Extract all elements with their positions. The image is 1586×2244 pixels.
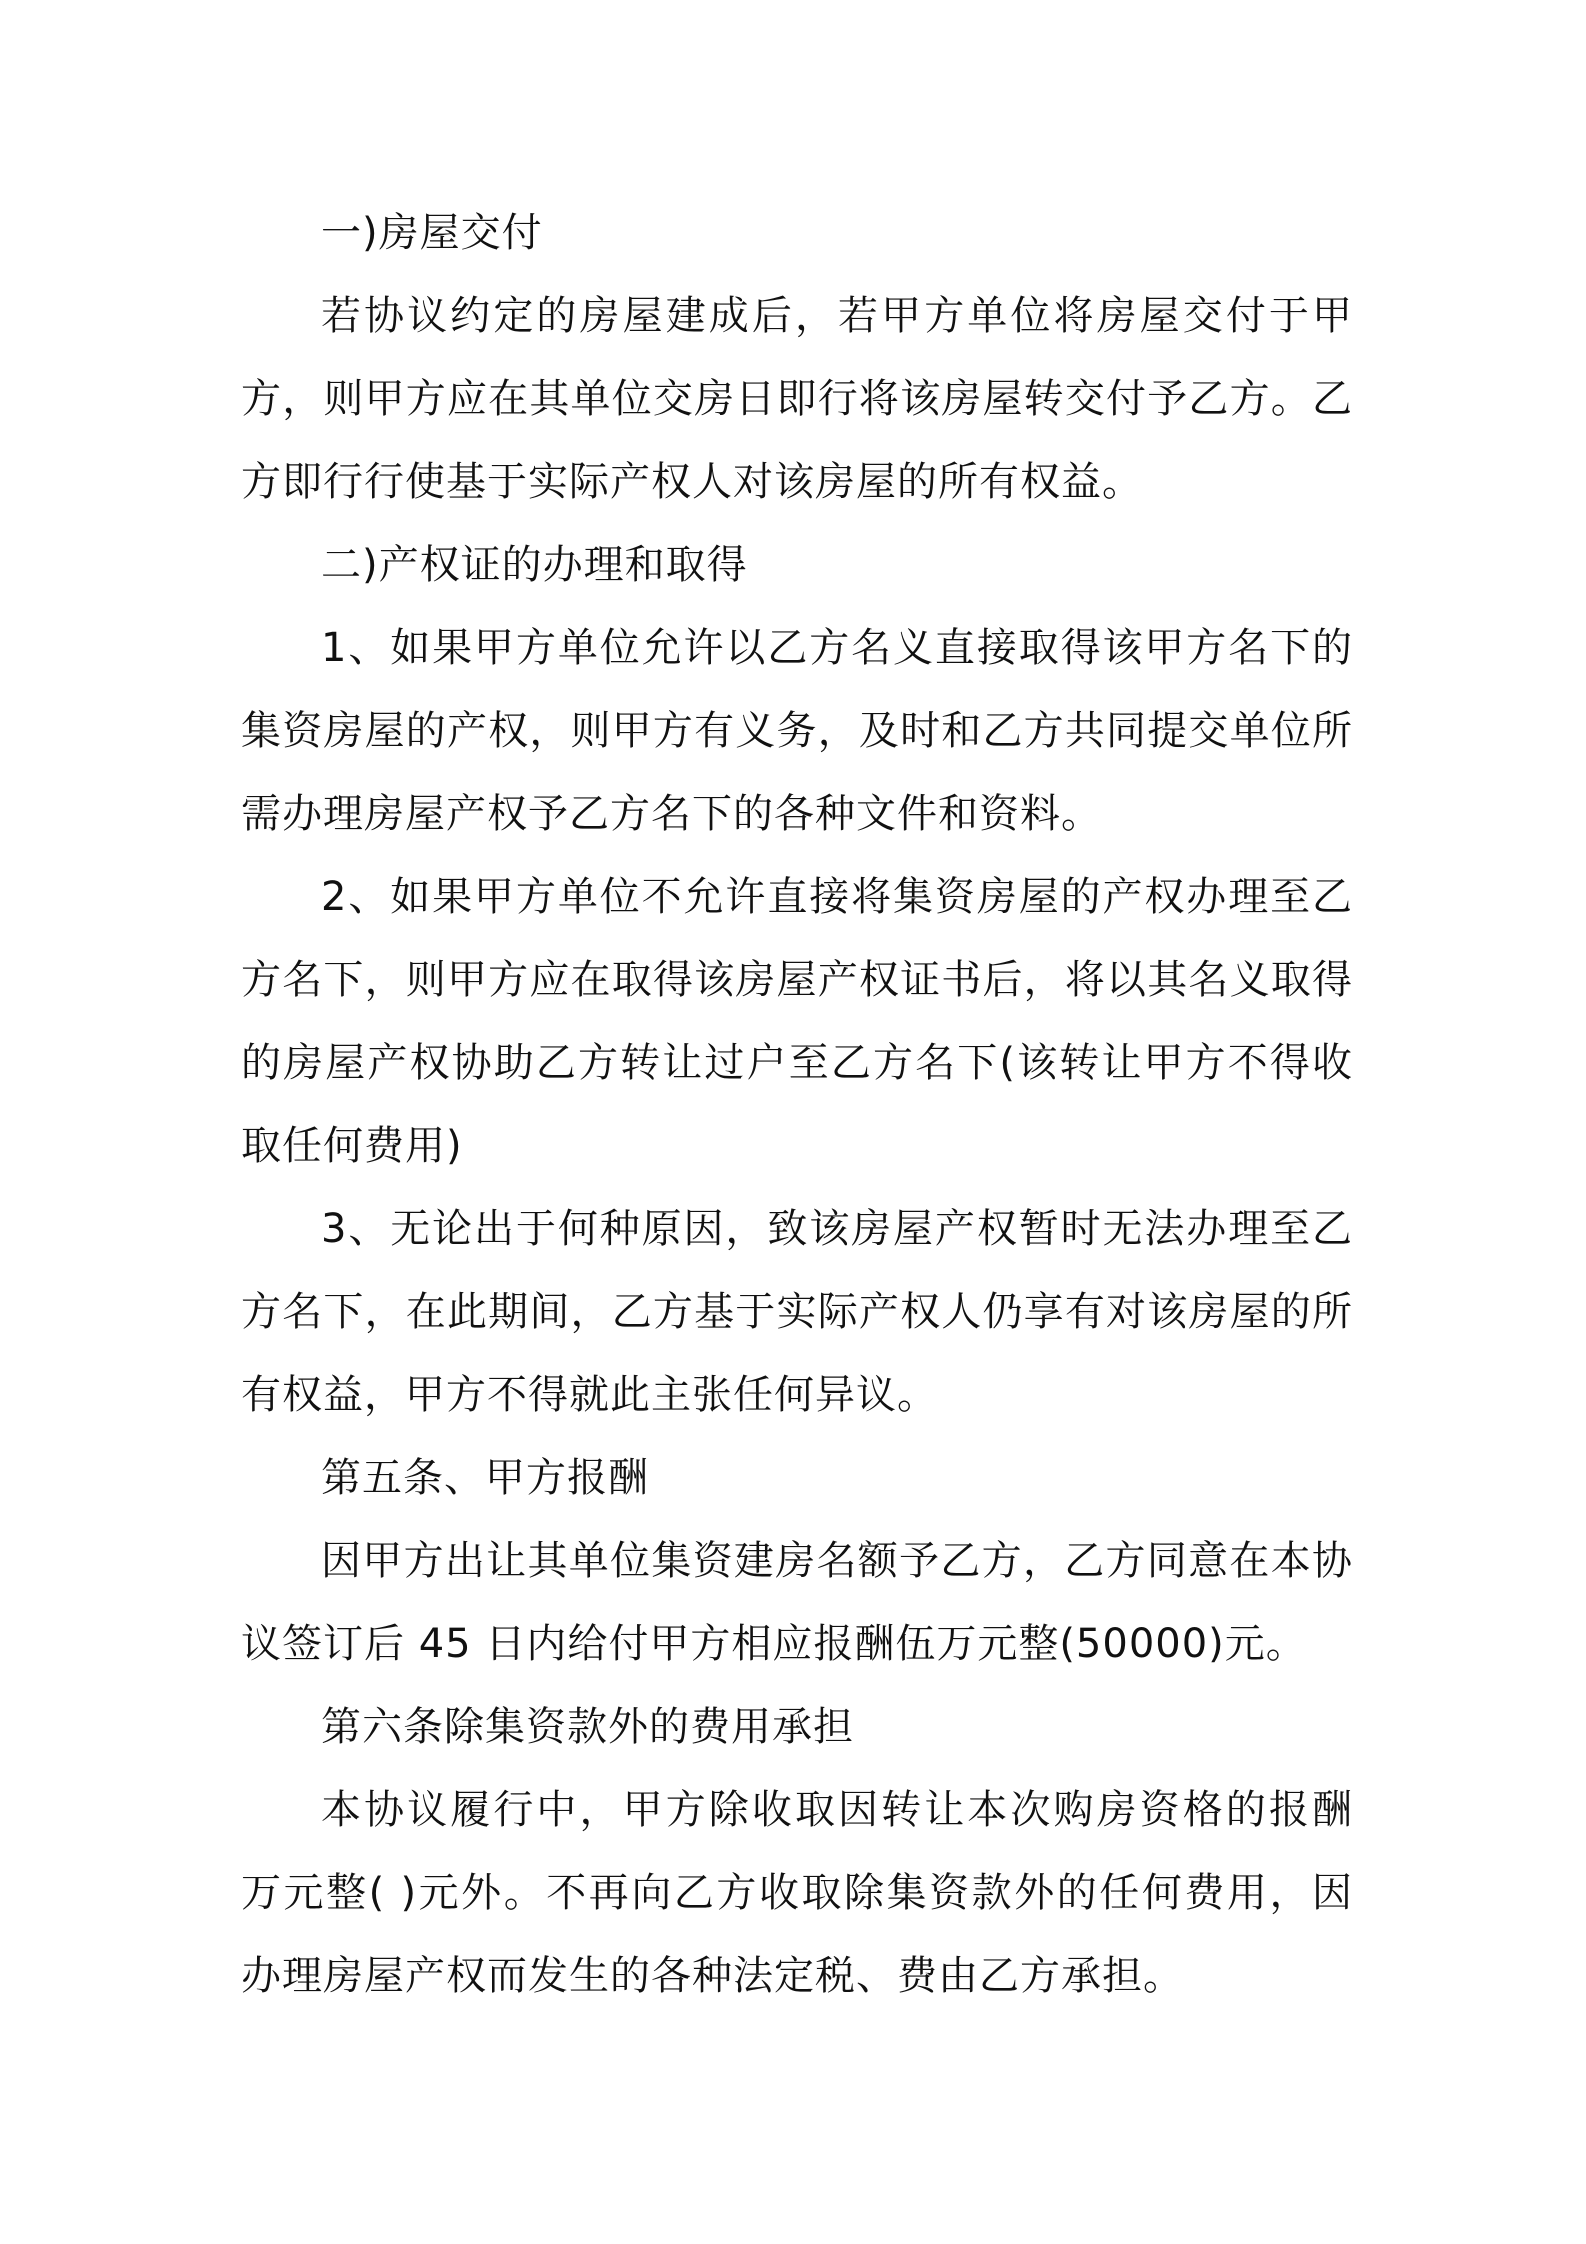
section-heading-title-certificate: 二)产权证的办理和取得 — [321, 542, 748, 588]
section-heading-delivery: 一)房屋交付 — [321, 210, 543, 256]
paragraph-delivery: 若协议约定的房屋建成后，若甲方单位将房屋交付于甲方，则甲方应在其单位交房日即行将该房屋转交付予乙方。乙方即行行使基于实际产权人对该房屋的所有权益。 — [241, 293, 1353, 505]
paragraph-clause-2: 2、如果甲方单位不允许直接将集资房屋的产权办理至乙方名下，则甲方应在取得该房屋产权证书后，将以其名义取得的房屋产权协助乙方转让过户至乙方名下(该转让甲方不得收取任何费用) — [241, 874, 1353, 1169]
document-body — [241, 192, 1353, 2018]
paragraph-article-5: 因甲方出让其单位集资建房名额予乙方，乙方同意在本协议签订后 45 日内给付甲方相应报酬伍万元整(50000)元。 — [241, 1538, 1353, 1667]
paragraph-article-6: 本协议履行中，甲方除收取因转让本次购房资格的报酬 万元整( )元外。不再向乙方收取除集资款外的任何费用，因办理房屋产权而发生的各种法定税、费由乙方承担。 — [241, 1787, 1353, 1999]
article-heading-6: 第六条除集资款外的费用承担 — [321, 1704, 854, 1750]
paragraph-clause-1: 1、如果甲方单位允许以乙方名义直接取得该甲方名下的集资房屋的产权，则甲方有义务，及时和乙方共同提交单位所需办理房屋产权予乙方名下的各种文件和资料。 — [241, 625, 1353, 837]
article-heading-5: 第五条、甲方报酬 — [321, 1455, 649, 1501]
paragraph-clause-3: 3、无论出于何种原因，致该房屋产权暂时无法办理至乙方名下，在此期间，乙方基于实际产权人仍享有对该房屋的所有权益，甲方不得就此主张任何异议。 — [241, 1206, 1353, 1418]
